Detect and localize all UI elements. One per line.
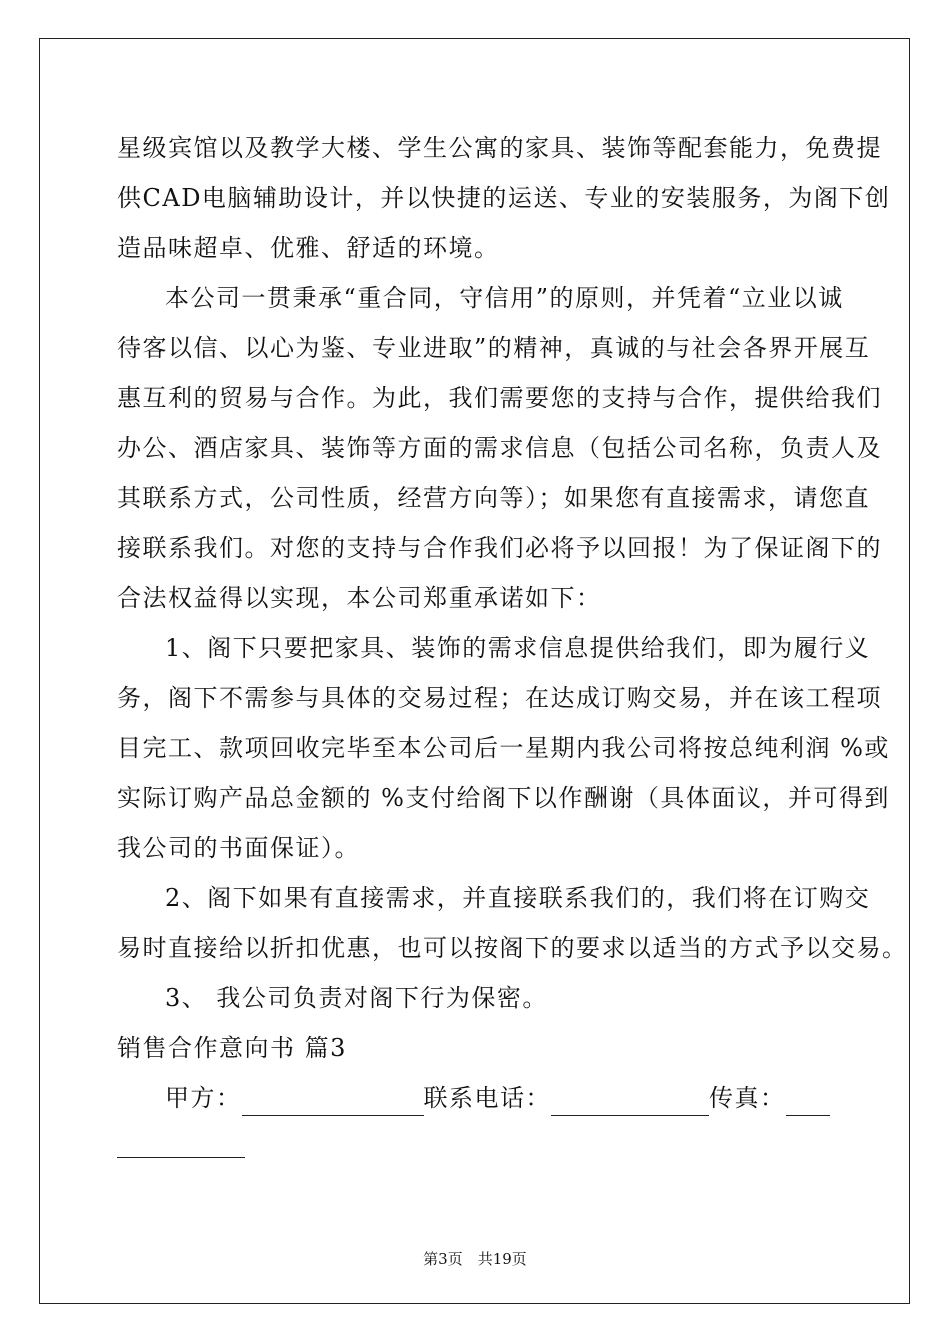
paragraph-2-line-3: 惠互利的贸易与合作。为此，我们需要您的支持与合作，提供给我们 <box>117 384 882 412</box>
paragraph-1-line-1: 星级宾馆以及教学大楼、学生公寓的家具、装饰等配套能力，免费提 <box>117 134 882 162</box>
paragraph-3-line-4: 实际订购产品总金额的 %支付给阁下以作酬谢（具体面议，并可得到 <box>117 784 890 812</box>
paragraph-4-line-1: 2、阁下如果有直接需求，并直接联系我们的，我们将在订购交 <box>165 884 871 912</box>
phone-label: 联系电话： <box>423 1084 551 1112</box>
fax-blank <box>786 1091 830 1116</box>
paragraph-5-line-1: 3、 我公司负责对阁下行为保密。 <box>165 984 548 1012</box>
fax-blank-continuation-row <box>117 1122 245 1158</box>
fax-label: 传真： <box>709 1084 786 1112</box>
paragraph-4-line-2: 易时直接给以折扣优惠，也可以按阁下的要求以适当的方式予以交易。 <box>117 934 908 962</box>
paragraph-3-line-2: 务，阁下不需参与具体的交易过程；在达成订购交易，并在该工程项 <box>117 684 882 712</box>
paragraph-2-line-1: 本公司一贯秉承“重合同，守信用”的原则，并凭着“立业以诚 <box>165 284 844 312</box>
paragraph-3-line-1: 1、阁下只要把家具、装饰的需求信息提供给我们，即为履行义 <box>165 634 871 662</box>
fax-blank-continuation <box>117 1133 245 1158</box>
paragraph-2-line-2: 待客以信、以心为鉴、专业进取”的精神，真诚的与社会各界开展互 <box>117 334 871 362</box>
contact-form-row <box>165 1080 830 1116</box>
paragraph-3-line-5: 我公司的书面保证）。 <box>117 834 360 862</box>
paragraph-1-line-3: 造品味超卓、优雅、舒适的环境。 <box>117 234 500 262</box>
paragraph-3-line-3: 目完工、款项回收完毕至本公司后一星期内我公司将按总纯利润 %或 <box>117 734 890 762</box>
party-a-label: 甲方： <box>165 1084 242 1112</box>
phone-blank <box>551 1091 709 1116</box>
paragraph-2-line-5: 其联系方式，公司性质，经营方向等）；如果您有直接需求，请您直 <box>117 484 870 512</box>
section-heading: 销售合作意向书 篇3 <box>117 1034 347 1062</box>
paragraph-1-line-2: 供CAD电脑辅助设计，并以快捷的运送、专业的安装服务，为阁下创 <box>117 184 891 212</box>
paragraph-2-line-6: 接联系我们。对您的支持与合作我们必将予以回报！为了保证阁下的 <box>117 534 882 562</box>
party-a-blank <box>242 1091 424 1116</box>
paragraph-2-line-4: 办公、酒店家具、装饰等方面的需求信息（包括公司名称，负责人及 <box>117 434 882 462</box>
page-number-footer: 第3页 共19页 <box>423 1250 527 1268</box>
paragraph-2-line-7: 合法权益得以实现，本公司郑重承诺如下： <box>117 584 602 612</box>
